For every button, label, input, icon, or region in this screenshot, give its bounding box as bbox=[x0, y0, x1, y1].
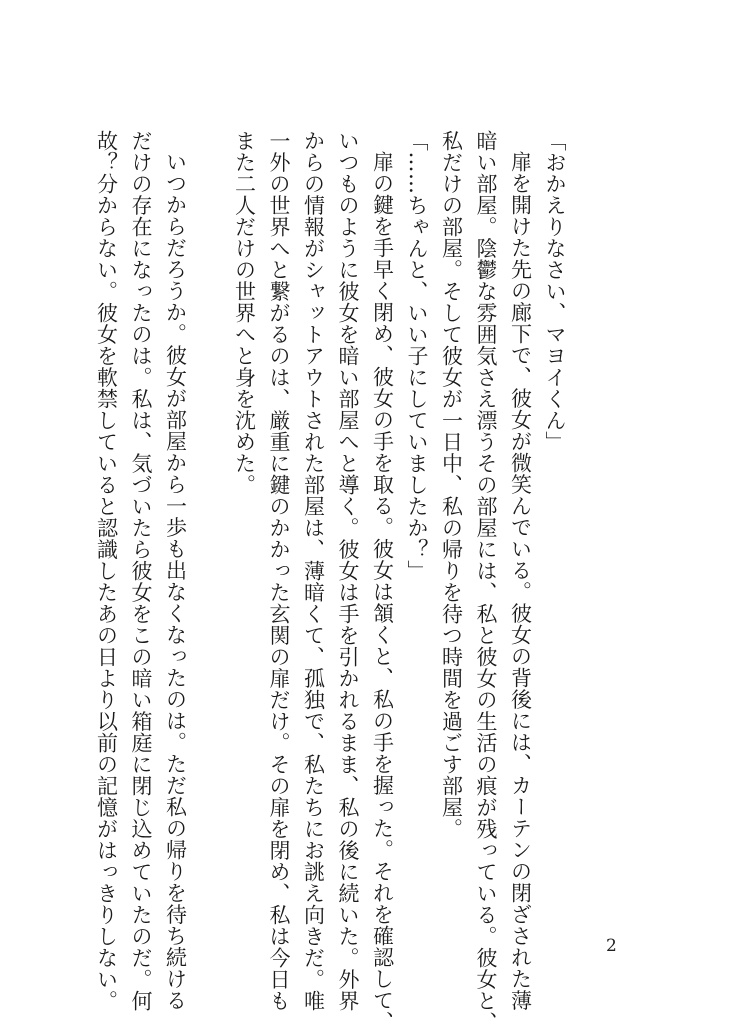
text-line: また二人だけの世界へと身を沈めた。 bbox=[232, 130, 257, 496]
text-line: からの情報がシャットアウトされた部屋は、薄暗くて、孤独で、私たちにお誂え向きだ。唯 bbox=[301, 130, 326, 1012]
text-line: いつものように彼女を暗い部屋へと導く。彼女は手を引かれるまま、私の後に続いた。外界 bbox=[336, 130, 360, 1012]
text-line: 私だけの部屋。そして彼女が一日中、私の帰りを待つ時間を過ごす部屋。 bbox=[439, 130, 464, 840]
text-line: 「……ちゃんと、いい子にしていましたか？」 bbox=[405, 130, 429, 582]
text-line: 故？分からない。彼女を軟禁していると認識したあの日より以前の記憶がはっきりしない。 bbox=[94, 130, 119, 1012]
vertical-text-body bbox=[89, 130, 572, 1033]
text-line: 扉を開けた先の廊下で、彼女が微笑んでいる。彼女の背後には、カーテンの閉ざされた薄 bbox=[508, 151, 533, 1011]
text-line: 扉の鍵を手早く閉め、彼女の手を取る。彼女は頷くと、私の手を握った。それを確認して、 bbox=[370, 151, 395, 1033]
text-line: 「おかえりなさい、マヨイくん」 bbox=[543, 130, 567, 453]
page-number: 2 bbox=[606, 936, 617, 956]
text-line: だけの存在になったのは。私は、気づいたら彼女をこの暗い箱庭に閉じ込めていたのだ。何 bbox=[129, 130, 153, 1012]
text-line: 暗い部屋。陰鬱な雰囲気さえ漂うその部屋には、私と彼女の生活の痕が残っている。彼女と、 bbox=[474, 130, 498, 1033]
text-line: いつからだろうか。彼女が部屋から一歩も出なくなったのは。ただ私の帰りを待ち続ける bbox=[163, 151, 188, 1011]
text-line: 一外の世界へと繋がるのは、厳重に鍵のかかった玄関の扉だけ。その扉を閉め、私は今日も bbox=[267, 130, 291, 1012]
paragraph-gap bbox=[193, 130, 228, 920]
